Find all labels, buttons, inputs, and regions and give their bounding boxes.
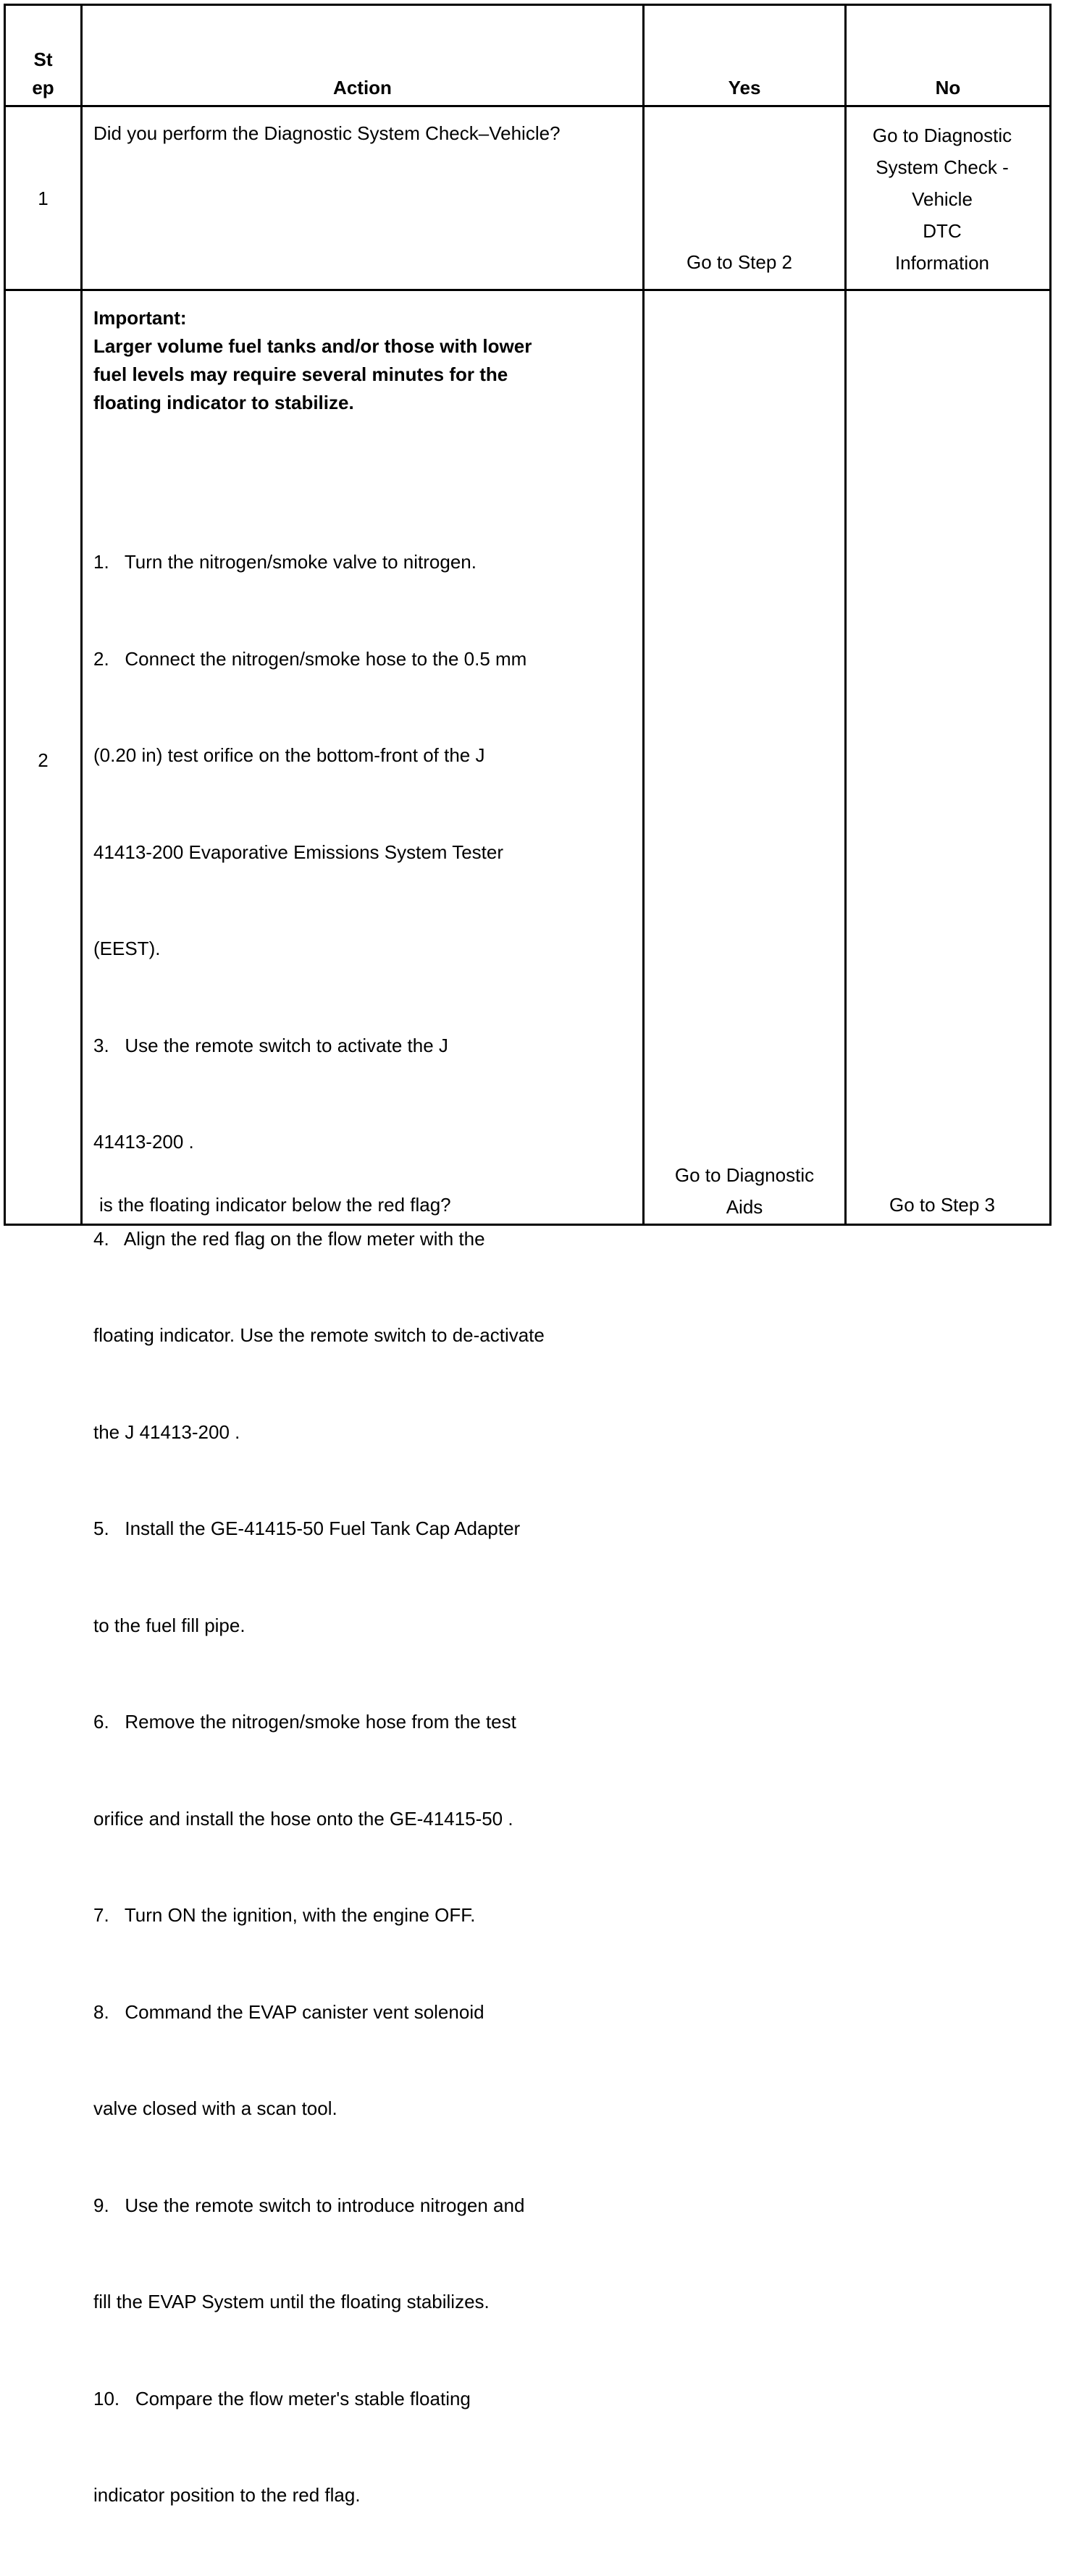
procedure-line: (0.20 in) test orifice on the bottom-front of the J bbox=[93, 744, 485, 766]
row1-no-line: Go to Diagnostic bbox=[872, 125, 1012, 146]
procedure-line: 6. Remove the nitrogen/smoke hose from the test bbox=[93, 1711, 516, 1733]
rule-top bbox=[4, 4, 1052, 6]
row1-no-line: Information bbox=[894, 252, 990, 274]
procedure-steps bbox=[93, 481, 637, 2576]
procedure-line: orifice and install the hose onto the GE-41415-50 . bbox=[93, 1807, 513, 1830]
row2-step: 2 bbox=[38, 749, 49, 771]
important-note bbox=[93, 304, 637, 417]
procedure-line: fill the EVAP System until the floating stabilizes. bbox=[93, 2291, 490, 2312]
rule-header-bottom bbox=[4, 105, 1052, 107]
row2-yes-line: Aids bbox=[726, 1196, 763, 1218]
diagnostic-table bbox=[4, 4, 1052, 2506]
row2-no: Go to Step 3 bbox=[889, 1194, 995, 1216]
procedure-line: the J 41413-200 . bbox=[93, 1420, 240, 1443]
procedure-line: to the fuel fill pipe. bbox=[93, 1614, 245, 1636]
important-line: fuel levels may require several minutes for the bbox=[93, 363, 508, 385]
header-yes: Yes bbox=[728, 77, 761, 98]
header-step-line2: ep bbox=[32, 77, 54, 98]
procedure-line: 3. Use the remote switch to activate the J bbox=[93, 1034, 448, 1056]
row1-action: Did you perform the Diagnostic System Check–Vehicle? bbox=[93, 122, 561, 144]
procedure-line: 41413-200 Evaporative Emissions System Tester bbox=[93, 841, 504, 863]
row1-no-line: System Check - bbox=[876, 156, 1009, 178]
row2-question: is the floating indicator below the red flag? bbox=[99, 1194, 451, 1216]
procedure-line: 2. Connect the nitrogen/smoke hose to the 0.5 mm bbox=[93, 647, 527, 670]
rule-right bbox=[1049, 4, 1052, 1226]
procedure-line: 9. Use the remote switch to introduce nitrogen and bbox=[93, 2194, 525, 2216]
row2-yes bbox=[645, 1159, 844, 1223]
procedure-line: 41413-200 . bbox=[93, 1131, 194, 1153]
procedure-line: indicator position to the red flag. bbox=[93, 2484, 361, 2506]
row1-yes: Go to Step 2 bbox=[687, 251, 792, 273]
rule-row1-bottom bbox=[4, 289, 1052, 291]
header-step bbox=[6, 46, 80, 102]
header-action: Action bbox=[333, 77, 392, 98]
procedure-line: 5. Install the GE-41415-50 Fuel Tank Cap Adapter bbox=[93, 1518, 521, 1539]
row1-no-line: DTC bbox=[923, 220, 962, 242]
procedure-line: valve closed with a scan tool. bbox=[93, 2097, 337, 2119]
header-no: No bbox=[935, 77, 961, 98]
row1-no bbox=[847, 119, 1038, 279]
procedure-line: 7. Turn ON the ignition, with the engine OFF. bbox=[93, 1904, 476, 1926]
row2-yes-line: Go to Diagnostic bbox=[674, 1164, 815, 1186]
header-step-line1: St bbox=[33, 49, 53, 70]
procedure-line: 4. Align the red flag on the flow meter with the bbox=[93, 1227, 485, 1250]
procedure-line: floating indicator. Use the remote switch to de-activate bbox=[93, 1324, 545, 1346]
procedure-line: 8. Command the EVAP canister vent solenoid bbox=[93, 2000, 484, 2023]
row1-no-line: Vehicle bbox=[912, 188, 973, 210]
rule-step-action bbox=[80, 4, 83, 1226]
important-line: Larger volume fuel tanks and/or those with lower bbox=[93, 335, 532, 357]
procedure-line: 1. Turn the nitrogen/smoke valve to nitrogen. bbox=[93, 551, 477, 573]
procedure-line: (EEST). bbox=[93, 938, 161, 959]
important-line: floating indicator to stabilize. bbox=[93, 392, 354, 413]
procedure-line: 10. Compare the flow meter's stable floating bbox=[93, 2387, 471, 2409]
important-label: Important: bbox=[93, 307, 187, 329]
rule-action-yes bbox=[642, 4, 645, 1226]
row1-step: 1 bbox=[38, 188, 49, 209]
